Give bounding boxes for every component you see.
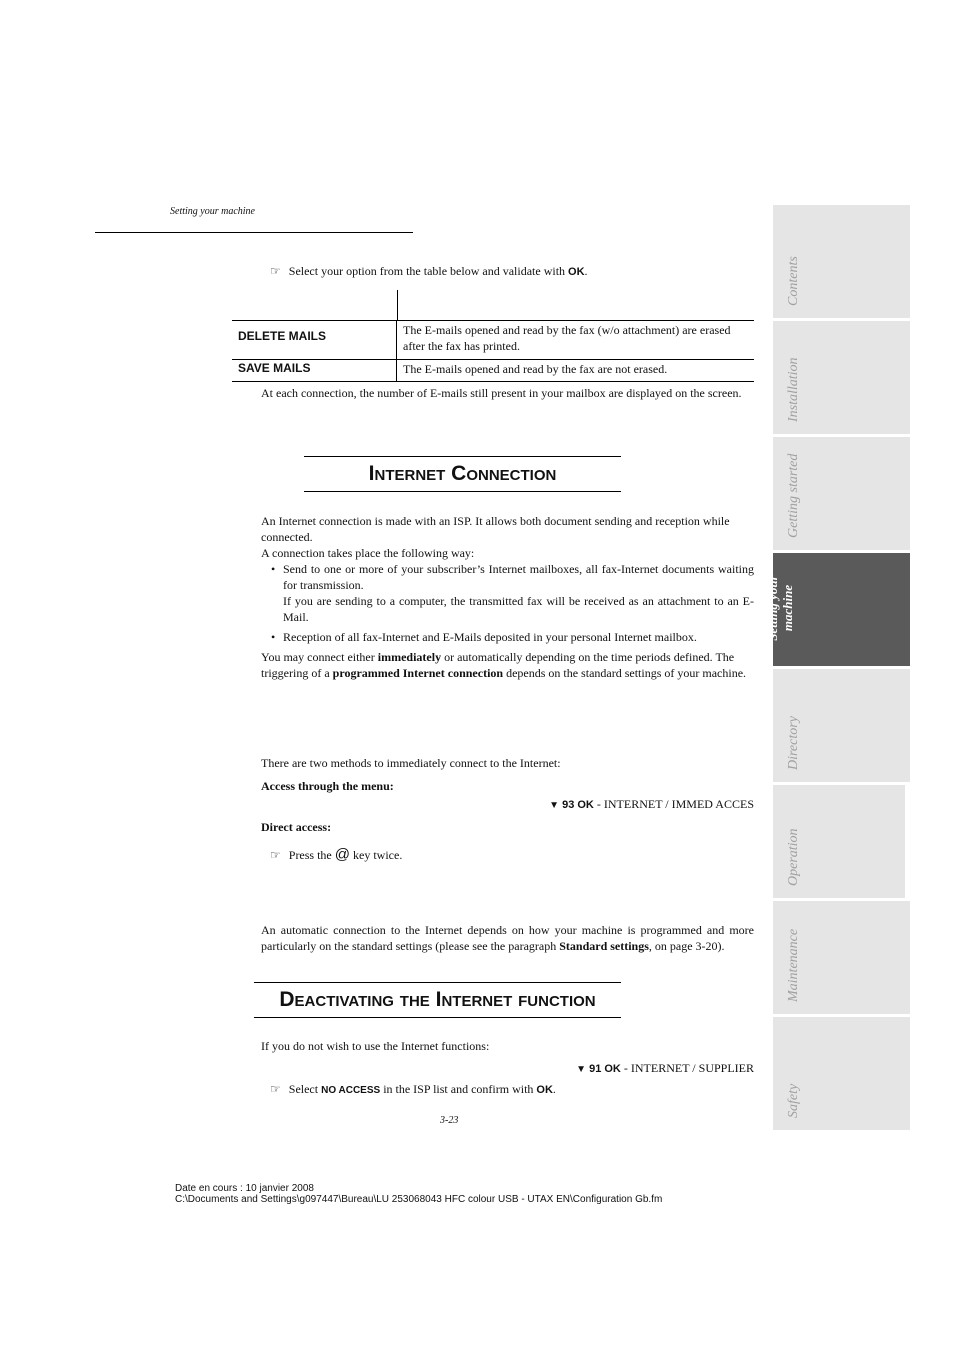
section-title-deactivating: Deactivating the Internet function [254, 982, 621, 1018]
direct-access-label: Direct access: [261, 820, 332, 834]
arrow-down-icon: ▼ [549, 800, 560, 811]
menu-access-label: Access through the menu: [261, 779, 394, 793]
option-description: The E-mails opened and read by the fax (w/o attachment) are erased after the fax has printed. [403, 323, 731, 353]
tab-getting-started[interactable]: Getting started [773, 437, 910, 550]
press-key-step: ☞ Press the @ key twice. [270, 846, 403, 863]
select-no-access-step: ☞ Select NO ACCESS in the ISP list and confirm with OK. [270, 1082, 556, 1096]
table-row [232, 360, 754, 382]
option-name: SAVE MAILS [232, 360, 397, 381]
tab-safety[interactable]: Safety [773, 1017, 910, 1130]
automatic-connection-paragraph: An automatic connection to the Internet depends on how your machine is programmed and more particularly on the standard settings (please see the paragraph Standard settings, on page 3-20). [261, 923, 754, 953]
menu-path-supplier: ▼ 91 OK - INTERNET / SUPPLIER [576, 1061, 754, 1075]
pointing-hand-icon: ☞ [270, 848, 281, 862]
arrow-down-icon: ▼ [576, 1064, 587, 1075]
page-number: 3-23 [440, 1115, 459, 1126]
connection-mode-paragraph: You may connect either immediately or automatically depending on the time periods defined. The triggering of a programmed Internet connection depends on the standard settings of your machine. [261, 650, 747, 680]
option-name: DELETE MAILS [232, 321, 397, 359]
deactivate-intro: If you do not wish to use the Internet functions: [261, 1039, 490, 1053]
at-key-icon: @ [334, 846, 350, 863]
tab-maintenance[interactable]: Maintenance [773, 901, 910, 1014]
tab-installation[interactable]: Installation [773, 321, 910, 434]
tab-directory[interactable]: Directory [773, 669, 910, 782]
running-title: Setting your machine [170, 206, 255, 217]
list-item: • Reception of all fax-Internet and E-Mails deposited in your personal Internet mailbox. [283, 629, 754, 645]
ok-key: OK [568, 266, 585, 278]
after-table-text: At each connection, the number of E-mails still present in your mailbox are displayed on the screen. [261, 386, 742, 400]
pointing-hand-icon: ☞ [270, 1082, 281, 1096]
table-header [232, 290, 754, 321]
table-row [232, 321, 754, 360]
options-table [232, 290, 754, 382]
chapter-tabs [765, 205, 910, 1133]
pointing-hand-icon: ☞ [270, 264, 281, 278]
tab-operation[interactable]: Operation [773, 785, 905, 898]
intro-step: ☞ Select your option from the table below and validate with OK. [270, 264, 588, 278]
footer-path: C:\Documents and Settings\g097447\Bureau\LU 253068043 HFC colour USB - UTAX EN\Configuration Gb.fm [175, 1194, 663, 1205]
section-title-internet-connection: Internet Connection [304, 456, 621, 492]
section1-body: An Internet connection is made with an ISP. It allows both document sending and reception while connected. A connection takes place the following way: • Send to one or more of your subscriber’s Internet mailboxes, all fax-Internet documents waiting for transmission. If you are sending to a computer, the transmitted fax will be received as an attachment to an E-Mail. • Reception of all fax-Internet and E-Mails deposited in your personal Internet mailbox. You may connect either immediately or automatically depending on the time periods defined. The triggering of a programmed Internet connection depends on the standard settings of your machine. [261, 513, 754, 681]
methods-intro: There are two methods to immediately connect to the Internet: [261, 756, 561, 770]
header-rule [95, 232, 413, 233]
connection-steps-list [261, 561, 754, 645]
menu-path-immed: ▼ 93 OK - INTERNET / IMMED ACCES [549, 797, 754, 811]
tab-setting-your-machine[interactable]: Setting your machine [773, 553, 910, 666]
tab-contents[interactable]: Contents [773, 205, 910, 318]
option-description: The E-mails opened and read by the fax are not erased. [403, 362, 668, 376]
footer-date: Date en cours : 10 janvier 2008 [175, 1183, 314, 1194]
list-item: • Send to one or more of your subscriber’s Internet mailboxes, all fax-Internet documents waiting for transmission. If you are sending to a computer, the transmitted fax will be received as an attachment to an E-Mail. [283, 561, 754, 625]
